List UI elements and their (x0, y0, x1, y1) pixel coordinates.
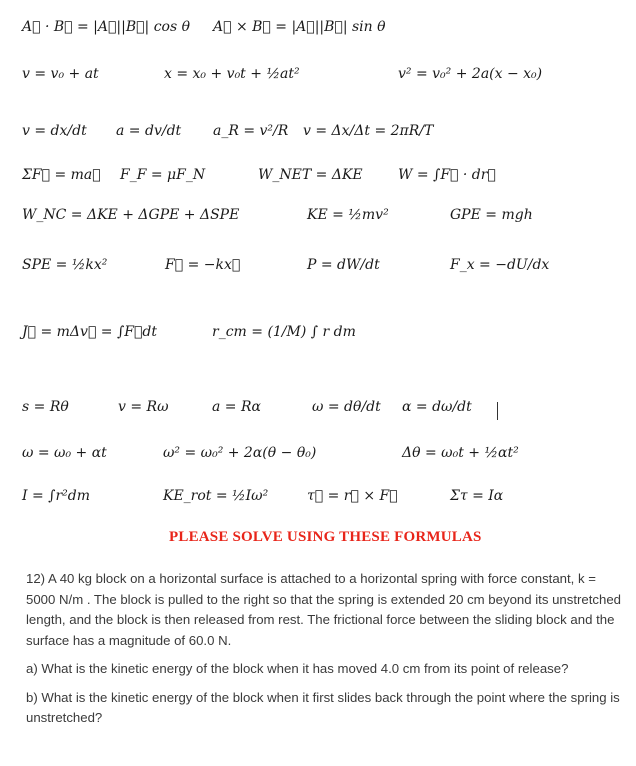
tangential-velocity-formula: v = Rω (118, 399, 169, 415)
velocity-derivative-formula: v = dx/dt (22, 123, 87, 139)
angular-velocity-squared-formula: ω² = ω₀² + 2α(θ − θ₀) (163, 445, 317, 461)
angular-velocity-formula: ω = dθ/dt (312, 399, 381, 415)
rotational-newton-formula: Στ = Iα (450, 488, 504, 504)
cross-product-formula: A⃗ × B⃗ = |A⃗||B⃗| sin θ (213, 19, 386, 35)
kinetic-energy-formula: KE = ½mv² (307, 207, 389, 223)
angular-velocity-time-formula: ω = ω₀ + αt (22, 445, 107, 461)
problem-part-b: b) What is the kinetic energy of the block when it first slides back through the point where the spring is unstretched? (26, 689, 620, 725)
work-energy-formula: W_NET = ΔKE (258, 167, 363, 183)
radial-acceleration-formula: a_R = v²/R (213, 123, 289, 139)
average-velocity-formula: v = Δx/Δt = 2πR/T (303, 123, 434, 139)
velocity-time-formula: v = v₀ + at (22, 66, 99, 82)
tangential-acceleration-formula: a = Rα (212, 399, 261, 415)
friction-formula: F_F = μF_N (120, 167, 206, 183)
work-integral-formula: W = ∫F⃗ · dr⃗ (398, 167, 496, 183)
hookes-law-formula: F⃗ = −kx⃗ (165, 257, 241, 273)
problem-part-a: a) What is the kinetic energy of the block when it has moved 4.0 cm from its point of release? (26, 661, 569, 676)
spring-pe-formula: SPE = ½kx² (22, 257, 108, 273)
position-time-formula: x = x₀ + v₀t + ½at² (164, 66, 300, 82)
arc-length-formula: s = Rθ (22, 399, 69, 415)
text-cursor (497, 402, 498, 420)
dot-product-formula: A⃗ · B⃗ = |A⃗||B⃗| cos θ (22, 19, 191, 35)
nonconservative-work-formula: W_NC = ΔKE + ΔGPE + ΔSPE (22, 207, 240, 223)
instruction-title: PLEASE SOLVE USING THESE FORMULAS (169, 529, 482, 545)
velocity-squared-formula: v² = v₀² + 2a(x − x₀) (398, 66, 543, 82)
center-of-mass-formula: r_cm = (1/M) ∫ r dm (212, 324, 356, 340)
torque-formula: τ⃗ = r⃗ × F⃗ (307, 488, 398, 504)
angular-acceleration-formula: α = dω/dt (402, 399, 472, 415)
impulse-formula: J⃗ = mΔv⃗ = ∫F⃗dt (22, 324, 157, 340)
moment-of-inertia-formula: I = ∫r²dm (22, 488, 90, 504)
problem-statement: 12) A 40 kg block on a horizontal surface is attached to a horizontal spring with force constant, k = 5000 N/m . The block is pulled to the right so that the spring is extended 20 cm beyond its unstretched length, and the block is then released from rest. The frictional force between the sliding block and the surface has a magnitude of 60.0 N. (26, 571, 622, 648)
gravitational-pe-formula: GPE = mgh (450, 207, 533, 223)
force-potential-formula: F_x = −dU/dx (450, 257, 550, 273)
acceleration-derivative-formula: a = dv/dt (116, 123, 182, 139)
angular-displacement-formula: Δθ = ω₀t + ½αt² (402, 445, 519, 461)
power-formula: P = dW/dt (307, 257, 380, 273)
newton-second-law-formula: ΣF⃗ = ma⃗ (22, 167, 101, 183)
rotational-ke-formula: KE_rot = ½Iω² (163, 488, 269, 504)
problem-text (26, 569, 626, 737)
